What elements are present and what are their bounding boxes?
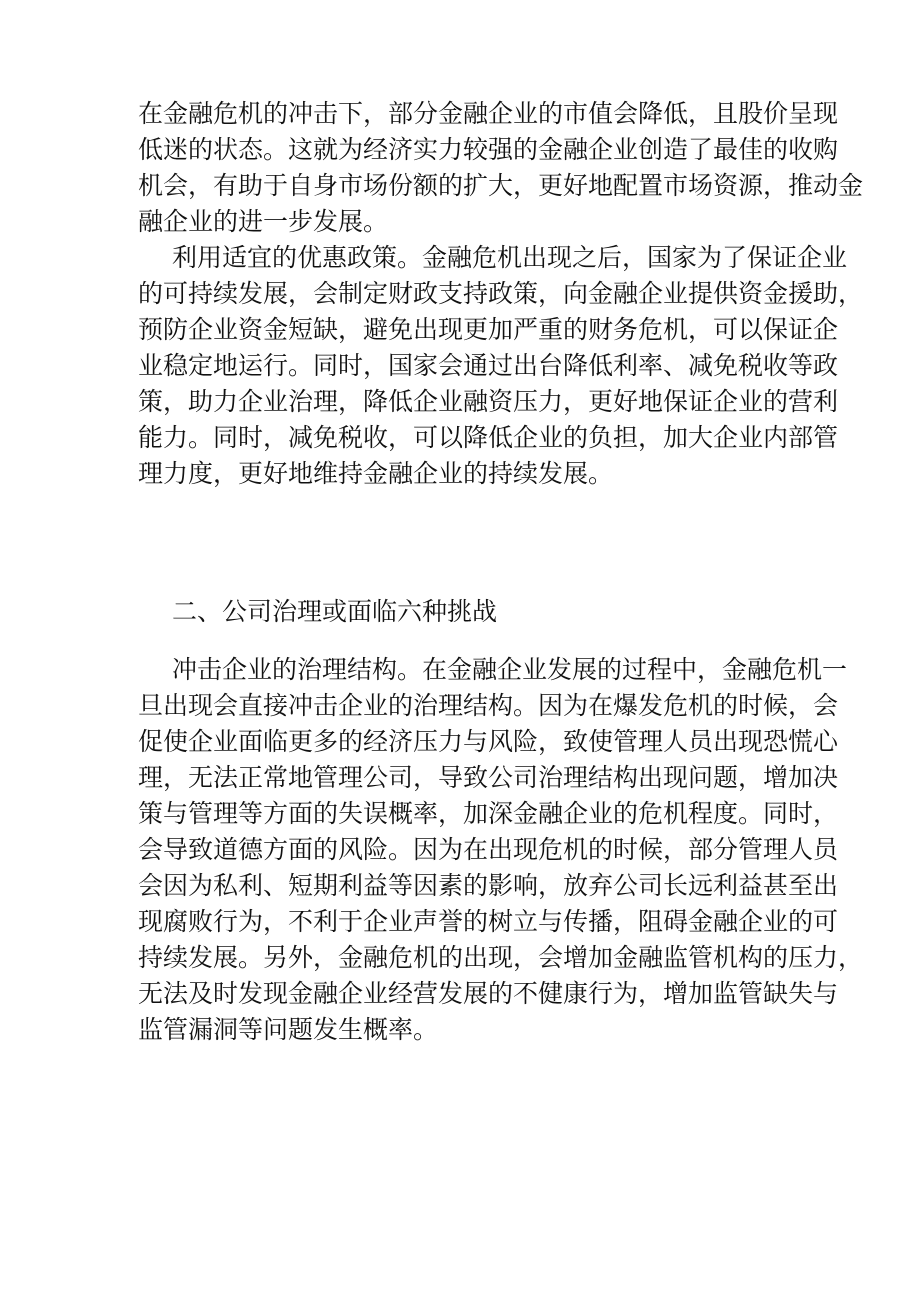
paragraph-line: 能力。同时，减免税收，可以降低企业的负担，加大企业内部管 xyxy=(138,423,839,452)
paragraph-line: 机会，有助于自身市场份额的扩大，更好地配置市场资源，推动金 xyxy=(138,171,864,200)
paragraph-line: 利用适宜的优惠政策。金融危机出现之后，国家为了保证企业 xyxy=(172,243,848,272)
paragraph-2 xyxy=(138,240,864,492)
paragraph-line: 持续发展。另外，金融危机的出现，会增加金融监管机构的压力， xyxy=(138,943,864,972)
paragraph-line: 会导致道德方面的风险。因为在出现危机的时候，部分管理人员 xyxy=(138,835,839,864)
paragraph-line: 无法及时发现金融企业经营发展的不健康行为，增加监管缺失与 xyxy=(138,979,839,1008)
paragraph-line: 理力度，更好地维持金融企业的持续发展。 xyxy=(138,459,614,488)
paragraph-line: 会因为私利、短期利益等因素的影响，放弃公司长远利益甚至出 xyxy=(138,871,839,900)
paragraph-line: 预防企业资金短缺，避免出现更加严重的财务危机，可以保证企 xyxy=(138,315,839,344)
paragraph-line: 在金融危机的冲击下，部分金融企业的市值会降低，且股价呈现 xyxy=(138,99,839,128)
paragraph-line: 现腐败行为，不利于企业声誉的树立与传播，阻碍金融企业的可 xyxy=(138,907,839,936)
paragraph-line: 低迷的状态。这就为经济实力较强的金融企业创造了最佳的收购 xyxy=(138,135,839,164)
paragraph-1 xyxy=(138,96,864,240)
paragraph-line: 的可持续发展，会制定财政支持政策，向金融企业提供资金援助， xyxy=(138,279,864,308)
paragraph-line: 理，无法正常地管理公司，导致公司治理结构出现问题，增加决 xyxy=(138,763,839,792)
paragraph-line: 旦出现会直接冲击企业的治理结构。因为在爆发危机的时候，会 xyxy=(138,691,839,720)
paragraph-line: 策与管理等方面的失误概率，加深金融企业的危机程度。同时， xyxy=(138,799,839,828)
paragraph-line: 策，助力企业治理，降低企业融资压力，更好地保证企业的营利 xyxy=(138,387,839,416)
paragraph-line: 冲击企业的治理结构。在金融企业发展的过程中，金融危机一 xyxy=(172,655,848,684)
paragraph-line: 促使企业面临更多的经济压力与风险，致使管理人员出现恐慌心 xyxy=(138,727,839,756)
paragraph-3 xyxy=(138,652,864,1048)
paragraph-line: 融企业的进一步发展。 xyxy=(138,207,389,236)
paragraph-line: 业稳定地运行。同时，国家会通过出台降低利率、减免税收等政 xyxy=(138,351,839,380)
paragraph-line: 监管漏洞等问题发生概率。 xyxy=(138,1015,439,1044)
section-heading: 二、公司治理或面临六种挑战 xyxy=(172,597,498,626)
